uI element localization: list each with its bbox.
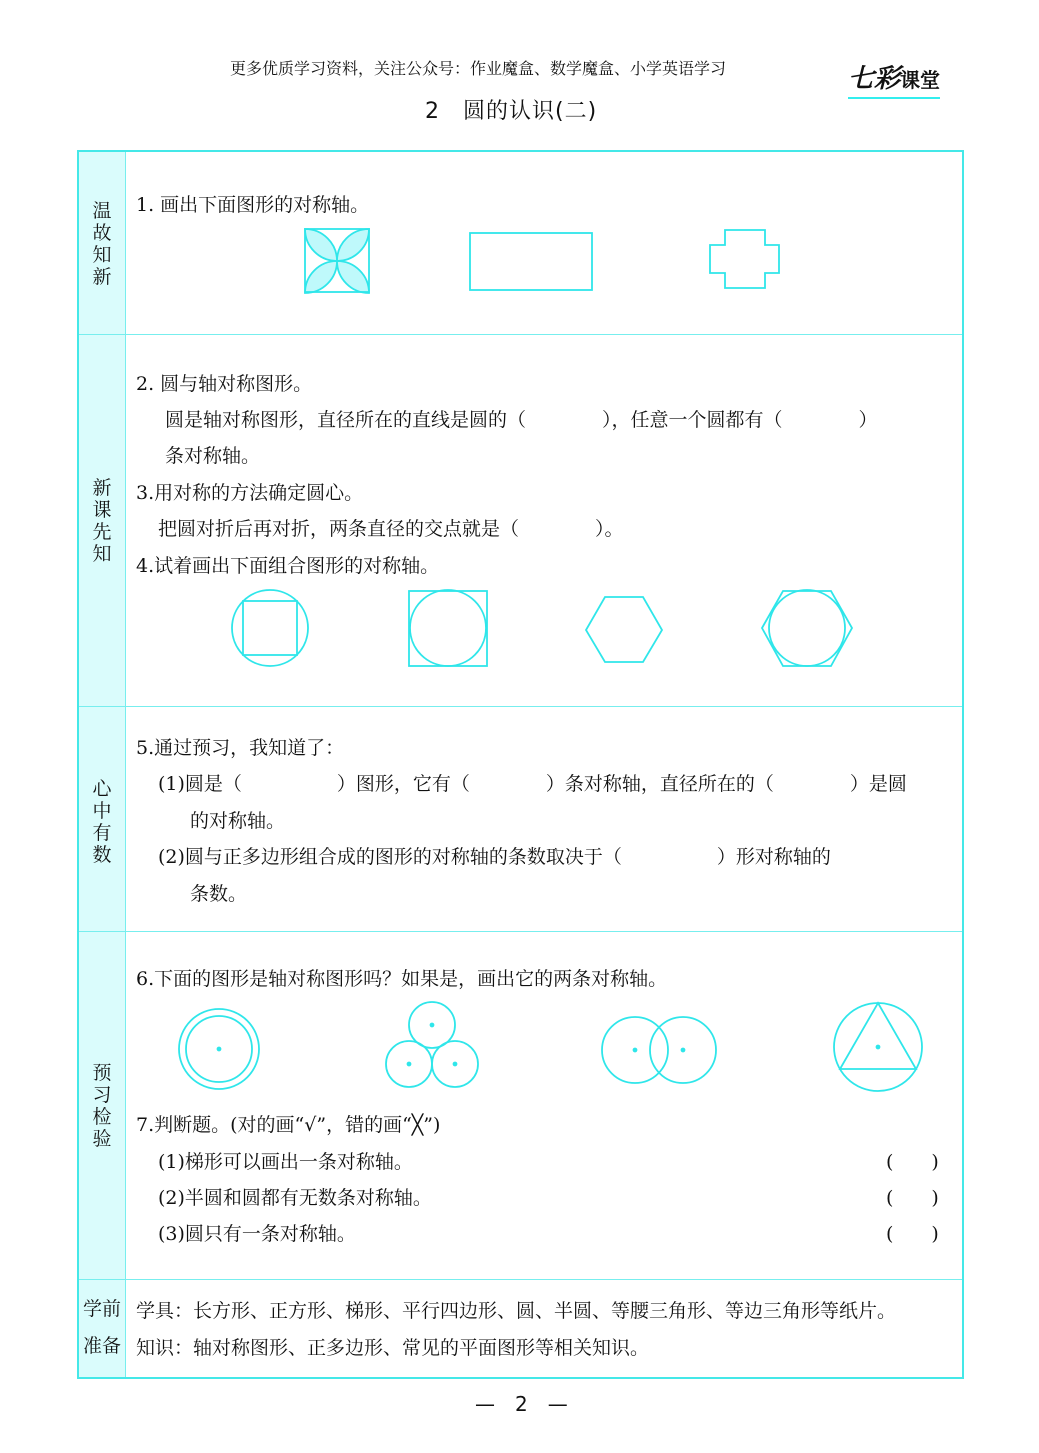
- hexagon-figure: [586, 597, 662, 662]
- section-label-check: 预习检验: [92, 1062, 112, 1150]
- square-with-inscribed-circle: [409, 590, 487, 666]
- answer-bracket-2[interactable]: ( ): [886, 1187, 939, 1209]
- two-overlapping-circles: [602, 1017, 716, 1083]
- question-3-text: 把圆对折后再对折，两条直径的交点就是（ ）。: [158, 518, 624, 540]
- rectangle-figure: [470, 233, 592, 290]
- question-2: 2. 圆与轴对称图形。: [136, 373, 313, 395]
- concentric-circles: [179, 1009, 259, 1089]
- question-2-text-cont: 条对称轴。: [165, 445, 261, 467]
- page-number: — 2 —: [475, 1392, 568, 1416]
- prep-knowledge: 知识：轴对称图形、正多边形、常见的平面图形等相关知识。: [136, 1337, 650, 1359]
- question-7-2: (2)半圆和圆都有无数条对称轴。: [158, 1187, 432, 1209]
- question-5-1-cont: 的对称轴。: [190, 810, 286, 832]
- three-circles: [386, 1002, 478, 1087]
- section-label-prep-bottom: 准备: [82, 1335, 121, 1357]
- page-title: 2 圆的认识(二): [425, 99, 598, 124]
- cross-figure: [710, 230, 779, 288]
- question-5-2-cont: 条数。: [190, 883, 248, 905]
- prep-tools: 学具：长方形、正方形、梯形、平行四边形、圆、半圆、等腰三角形、等边三角形等纸片。: [136, 1300, 897, 1322]
- hexagon-with-circle: [762, 590, 852, 666]
- question-5-1: (1)圆是（ ）图形，它有（ ）条对称轴，直径所在的（ ）是圆: [158, 773, 907, 795]
- section-label-prep-top: 学前: [82, 1298, 121, 1320]
- section-label-review: 温故知新: [92, 200, 112, 288]
- question-7-3: (3)圆只有一条对称轴。: [158, 1223, 356, 1245]
- question-7-1: (1)梯形可以画出一条对称轴。: [158, 1151, 413, 1173]
- question-6: 6.下面的图形是轴对称图形吗？如果是，画出它的两条对称轴。: [136, 968, 668, 990]
- section-label-new: 新课先知: [92, 477, 112, 565]
- circle-with-inscribed-square: [232, 590, 308, 666]
- header-notice: 更多优质学习资料，关注公众号：作业魔盒、数学魔盒、小学英语学习: [230, 59, 727, 78]
- circle-with-triangle: [834, 1003, 922, 1091]
- logo: 七彩课堂: [848, 58, 940, 99]
- question-5-2: (2)圆与正多边形组合成的图形的对称轴的条数取决于（ ）形对称轴的: [158, 846, 831, 868]
- flower-square-figure: [305, 229, 369, 293]
- question-1: 1. 画出下面图形的对称轴。: [136, 194, 370, 216]
- question-2-text: 圆是轴对称图形，直径所在的直线是圆的（ ），任意一个圆都有（ ）: [165, 409, 878, 431]
- question-3: 3.用对称的方法确定圆心。: [136, 482, 364, 504]
- question-4: 4.试着画出下面组合图形的对称轴。: [136, 555, 440, 577]
- section-label-summary: 心中有数: [92, 778, 112, 866]
- question-5: 5.通过预习，我知道了：: [136, 737, 345, 759]
- question-7: 7.判断题。(对的画“√”，错的画“╳”): [136, 1114, 441, 1136]
- answer-bracket-1[interactable]: ( ): [886, 1151, 939, 1173]
- answer-bracket-3[interactable]: ( ): [886, 1223, 939, 1245]
